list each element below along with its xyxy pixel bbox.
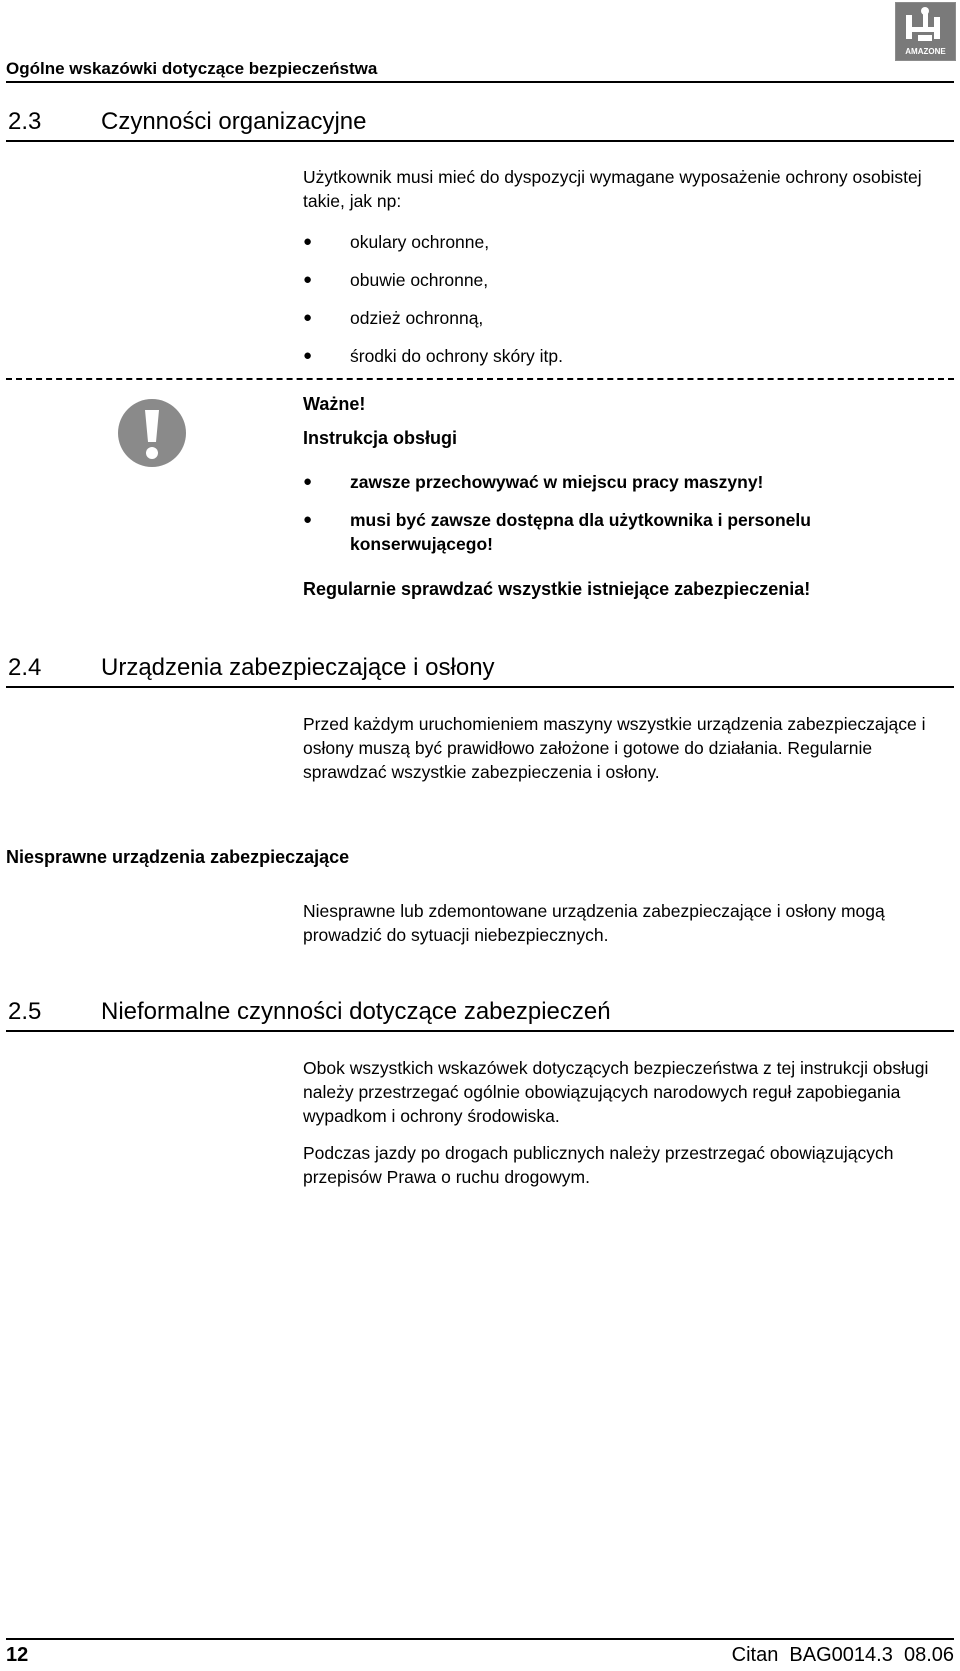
notice-item: zawsze przechowywać w miejscu pracy maszyny! [350,472,764,492]
list-item: odzież ochronną, [350,308,484,328]
notice-subtitle: Instrukcja obsługi [303,428,458,448]
bullet-icon: ● [303,271,313,288]
list-item: okulary ochronne, [350,232,490,252]
paragraph: Niesprawne lub zdemontowane urządzenia zabezpieczające i osłony mogą prowadzić do sytuacji niebezpiecznych. [303,901,885,945]
bullet-icon: ● [303,347,313,364]
section-title: Urządzenia zabezpieczające i osłony [101,654,495,681]
section-number: 2.3 [8,108,42,135]
intro-paragraph: Użytkownik musi mieć do dyspozycji wymagane wyposażenie ochrony osobistej takie, jak np: [303,167,922,211]
list-item: obuwie ochronne, [350,270,489,290]
section-rule [6,1030,954,1032]
section-rule [6,140,954,142]
list-item: środki do ochrony skóry itp. [350,346,564,366]
section-title: Nieformalne czynności dotyczące zabezpieczeń [101,998,611,1025]
notice-closing: Regularnie sprawdzać wszystkie istniejące zabezpieczenia! [303,579,811,599]
section-rule [6,686,954,688]
amazone-logo [895,2,956,61]
running-header: Ogólne wskazówki dotyczące bezpieczeństwa [6,59,378,78]
footer-rule [6,1638,954,1640]
paragraph: Podczas jazdy po drogach publicznych należy przestrzegać obowiązujących przepisów Prawa o ruchu drogowym. [303,1143,894,1187]
section-number: 2.4 [8,654,42,681]
paragraph: Przed każdym uruchomieniem maszyny wszystkie urządzenia zabezpieczające i osłony muszą być prawidłowo założone i gotowe do działania. Regularnie sprawdzać wszystkie zabezpieczenia i osłony. [303,714,926,782]
page-number: 12 [6,1644,29,1666]
section-number: 2.5 [8,998,42,1025]
paragraph: Obok wszystkich wskazówek dotyczących bezpieczeństwa z tej instrukcji obsługi należy przestrzegać ogólnie obowiązujących narodowych reguł zapobiegania wypadkom i ochrony środowiska. [303,1058,929,1126]
bullet-icon: ● [303,511,313,528]
document-code: Citan BAG0014.3 08.06 [731,1644,954,1666]
side-heading: Niesprawne urządzenia zabezpieczające [6,847,350,867]
bullet-icon: ● [303,233,313,250]
bullet-icon: ● [303,309,313,326]
exclamation-circle-icon [117,398,187,468]
notice-item: musi być zawsze dostępna dla użytkownika i personelu konserwującego! [350,510,811,554]
header-rule [6,81,954,83]
logo-text: AMAZONE [905,47,946,56]
notice-title: Ważne! [303,394,366,414]
section-title: Czynności organizacyjne [101,108,367,135]
bullet-icon: ● [303,473,313,490]
notice-divider [6,378,954,380]
